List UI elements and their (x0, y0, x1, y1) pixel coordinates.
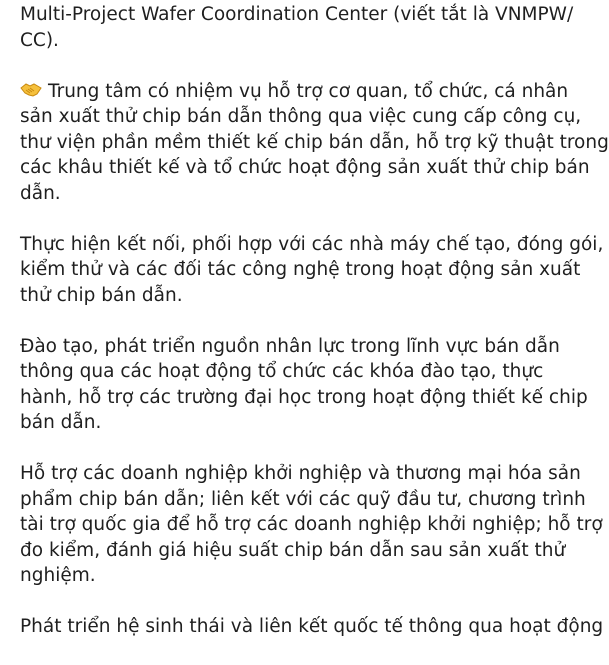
text-line: phẩm chip bán dẫn; liên kết với các quỹ đầu tư, chương trình (20, 488, 586, 510)
paragraph-training (20, 334, 598, 436)
post-text (20, 2, 609, 665)
text-line: dẫn. (20, 182, 61, 204)
text-line: Thực hiện kết nối, phối hợp với các nhà máy chế tạo, đóng gói, (20, 233, 604, 255)
text-line: kiểm thử và các đối tác công nghệ trong hoạt động sản xuất (20, 259, 581, 280)
text-line: Phát triển hệ sinh thái và liên kết quốc tế thông qua hoạt động (20, 616, 604, 637)
text-line: Đào tạo, phát triển nguồn nhân lực trong lĩnh vực bán dẫn (20, 335, 560, 357)
paragraph-mission (20, 79, 609, 207)
text-line: đo kiểm, đánh giá hiệu suất chip bán dẫn sau sản xuất thử (20, 539, 566, 561)
text-line: Hỗ trợ các doanh nghiệp khởi nghiệp và thương mại hóa sản (20, 463, 581, 484)
text-line: Multi-Project Wafer Coordination Center (viết tắt là VNMPW/ (20, 4, 574, 25)
paragraph-connect (20, 232, 604, 309)
text-line: thư viện phần mềm thiết kế chip bán dẫn, hỗ trợ kỹ thuật trong (20, 131, 609, 153)
text-line: thông qua các hoạt động tổ chức các khóa đào tạo, thực (20, 361, 544, 382)
text-line: bán dẫn. (20, 412, 102, 433)
text-line: hành, hỗ trợ các trường đại học trong hoạt động thiết kế chip (20, 386, 588, 408)
text-line: sản xuất thử chip bán dẫn thông qua việc cung cấp công cụ, (20, 106, 582, 127)
paragraph-intro (20, 2, 598, 53)
text-line: các khâu thiết kế và tổ chức hoạt động sản xuất thử chip bán (20, 157, 590, 178)
paragraph-ecosystem (20, 614, 604, 640)
paragraph-startups (20, 461, 603, 589)
text-line: CC). (20, 29, 59, 51)
text-line: thử chip bán dẫn. (20, 284, 183, 306)
text-line: nghiệm. (20, 565, 96, 586)
handshake-icon (20, 80, 42, 100)
text-line (20, 79, 598, 105)
text-line: tài trợ quốc gia để hỗ trợ các doanh nghiệp khởi nghiệp; hỗ trợ (20, 514, 603, 535)
mission-first-line: Trung tâm có nhiệm vụ hỗ trợ cơ quan, tổ chức, cá nhân (48, 80, 569, 102)
